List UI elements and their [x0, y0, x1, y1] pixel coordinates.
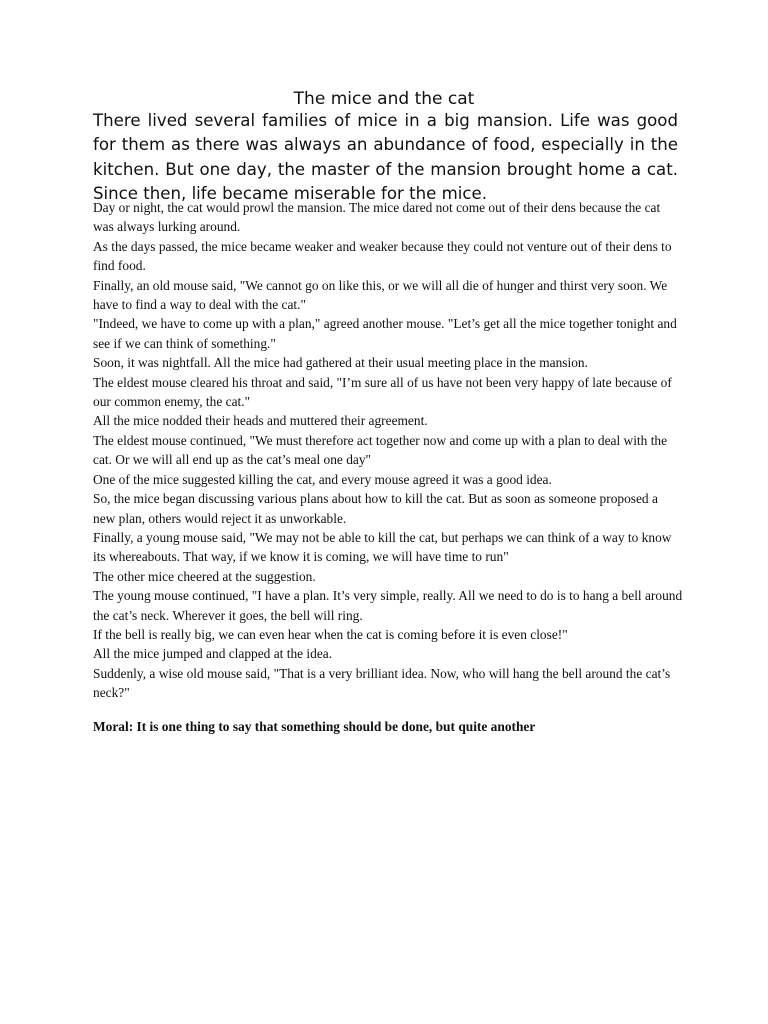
story-paragraph: The eldest mouse cleared his throat and said, "I’m sure all of us have not been very happy of late because of our common enemy, the cat." [93, 374, 672, 410]
moral-text: Moral: It is one thing to say that something should be done, but quite another [93, 719, 536, 734]
story-body [93, 198, 683, 703]
story-paragraph: The eldest mouse continued, "We must therefore act together now and come up with a plan to deal with the cat. Or we will all end up as the cat’s meal one day" [93, 432, 668, 468]
story-paragraph: So, the mice began discussing various plans about how to kill the cat. But as soon as someone proposed a new plan, others would reject it as unworkable. [93, 491, 658, 526]
story-paragraph: All the mice nodded their heads and muttered their agreement. [93, 413, 428, 429]
document-title: The mice and the cat [293, 89, 475, 109]
story-paragraph: All the mice jumped and clapped at the idea. [93, 646, 333, 662]
story-paragraph: Suddenly, a wise old mouse said, "That is a very brilliant idea. Now, who will hang the bell around the cat’s neck?" [93, 665, 671, 701]
story-paragraph: As the days passed, the mice became weaker and weaker because they could not venture out of their dens to find food. [93, 238, 672, 274]
intro-paragraph: There lived several families of mice in a big mansion. Life was good for them as there was always an abundance of food, especially in the kitchen. But one day, the master of the mansion brought home a cat. Since then, life became miserable for the mice. [93, 111, 678, 204]
story-paragraph: Finally, a young mouse said, "We may not be able to kill the cat, but perhaps we can think of a way to know its whereabouts. That way, if we know it is coming, we will have time to run" [93, 529, 672, 565]
story-paragraph: The young mouse continued, "I have a plan. It’s very simple, really. All we need to do is to hang a bell around the cat’s neck. Wherever it goes, the bell will ring. [93, 588, 683, 623]
story-paragraph: "Indeed, we have to come up with a plan," agreed another mouse. "Let’s get all the mice together tonight and see if we can think of something." [93, 316, 677, 351]
story-paragraph: The other mice cheered at the suggestion. [93, 568, 316, 584]
story-paragraph: Day or night, the cat would prowl the mansion. The mice dared not come out of their dens because the cat was always lurking around. [93, 200, 661, 235]
story-paragraph: If the bell is really big, we can even hear when the cat is coming before it is even close!" [93, 626, 568, 642]
story-paragraph: One of the mice suggested killing the cat, and every mouse agreed it was a good idea. [93, 471, 552, 487]
story-paragraph: Finally, an old mouse said, "We cannot go on like this, or we will all die of hunger and thirst very soon. We have to find a way to deal with the cat." [93, 277, 668, 313]
story-paragraph: Soon, it was nightfall. All the mice had gathered at their usual meeting place in the mansion. [93, 355, 588, 371]
